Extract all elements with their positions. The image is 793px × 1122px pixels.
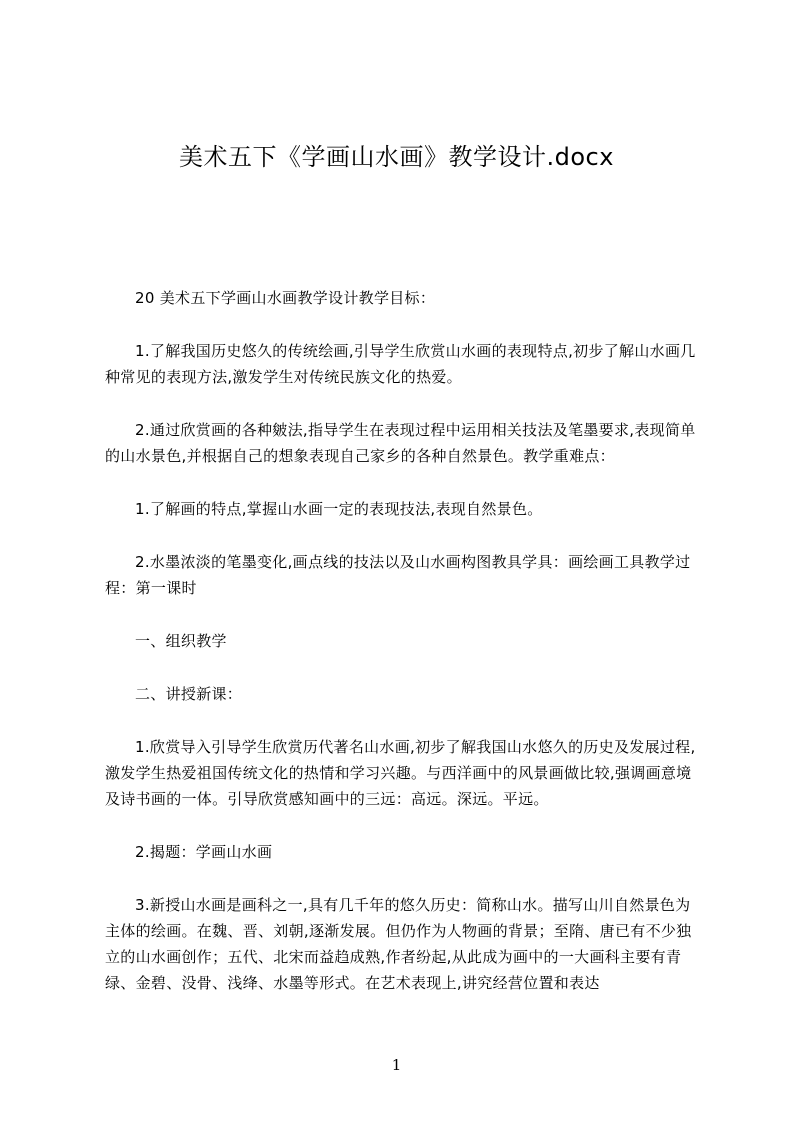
document-body bbox=[105, 285, 705, 1023]
paragraph-goal-2: 2.通过欣赏画的各种皴法,指导学生在表现过程中运用相关技法及笔墨要求,表现简单的山水景色,并根据自己的想象表现自己家乡的各种自然景色。教学重难点： bbox=[105, 421, 696, 465]
paragraph-key-point-1: 1.了解画的特点,掌握山水画一定的表现技法,表现自然景色。 bbox=[135, 500, 543, 518]
paragraph-appreciation: 1.欣赏导入引导学生欣赏历代著名山水画,初步了解我国山水悠久的历史及发展过程,激发学生热爱祖国传统文化的热情和学习兴趣。与西洋画中的风景画做比较,强调画意境及诗书画的一体。引导欣赏感知画中的三远：高远。深远。平远。 bbox=[105, 738, 696, 808]
page-number: 1 bbox=[391, 1056, 402, 1074]
paragraph-goal-1: 1.了解我国历史悠久的传统绘画,引导学生欣赏山水画的表现特点,初步了解山水画几种常见的表现方法,激发学生对传统民族文化的热爱。 bbox=[105, 342, 696, 386]
paragraph-new-content: 3.新授山水画是画科之一,具有几千年的悠久历史：简称山水。描写山川自然景色为主体的绘画。在魏、晋、刘朝,逐渐发展。但仍作为人物画的背景；至隋、唐已有不少独立的山水画创作；五代、北宋而益趋成熟,作者纷起,从此成为画中的一大画科主要有青绿、金碧、没骨、浅绛、水墨等形式。在艺术表现上,讲究经营位置和表达 bbox=[105, 896, 692, 992]
section-heading-new-lesson: 二、讲授新课： bbox=[135, 685, 243, 703]
paragraph-topic: 2.揭题：学画山水画 bbox=[135, 843, 273, 861]
paragraph-key-point-2: 2.水墨浓淡的笔墨变化,画点线的技法以及山水画构图教具学具：画绘画工具教学过程：第一课时 bbox=[105, 553, 691, 597]
paragraph-intro: 20 美术五下学画山水画教学设计教学目标： bbox=[135, 289, 436, 307]
document-title: 美术五下《学画山水画》教学设计.docx bbox=[179, 143, 614, 171]
section-heading-organize: 一、组织教学 bbox=[135, 632, 227, 650]
